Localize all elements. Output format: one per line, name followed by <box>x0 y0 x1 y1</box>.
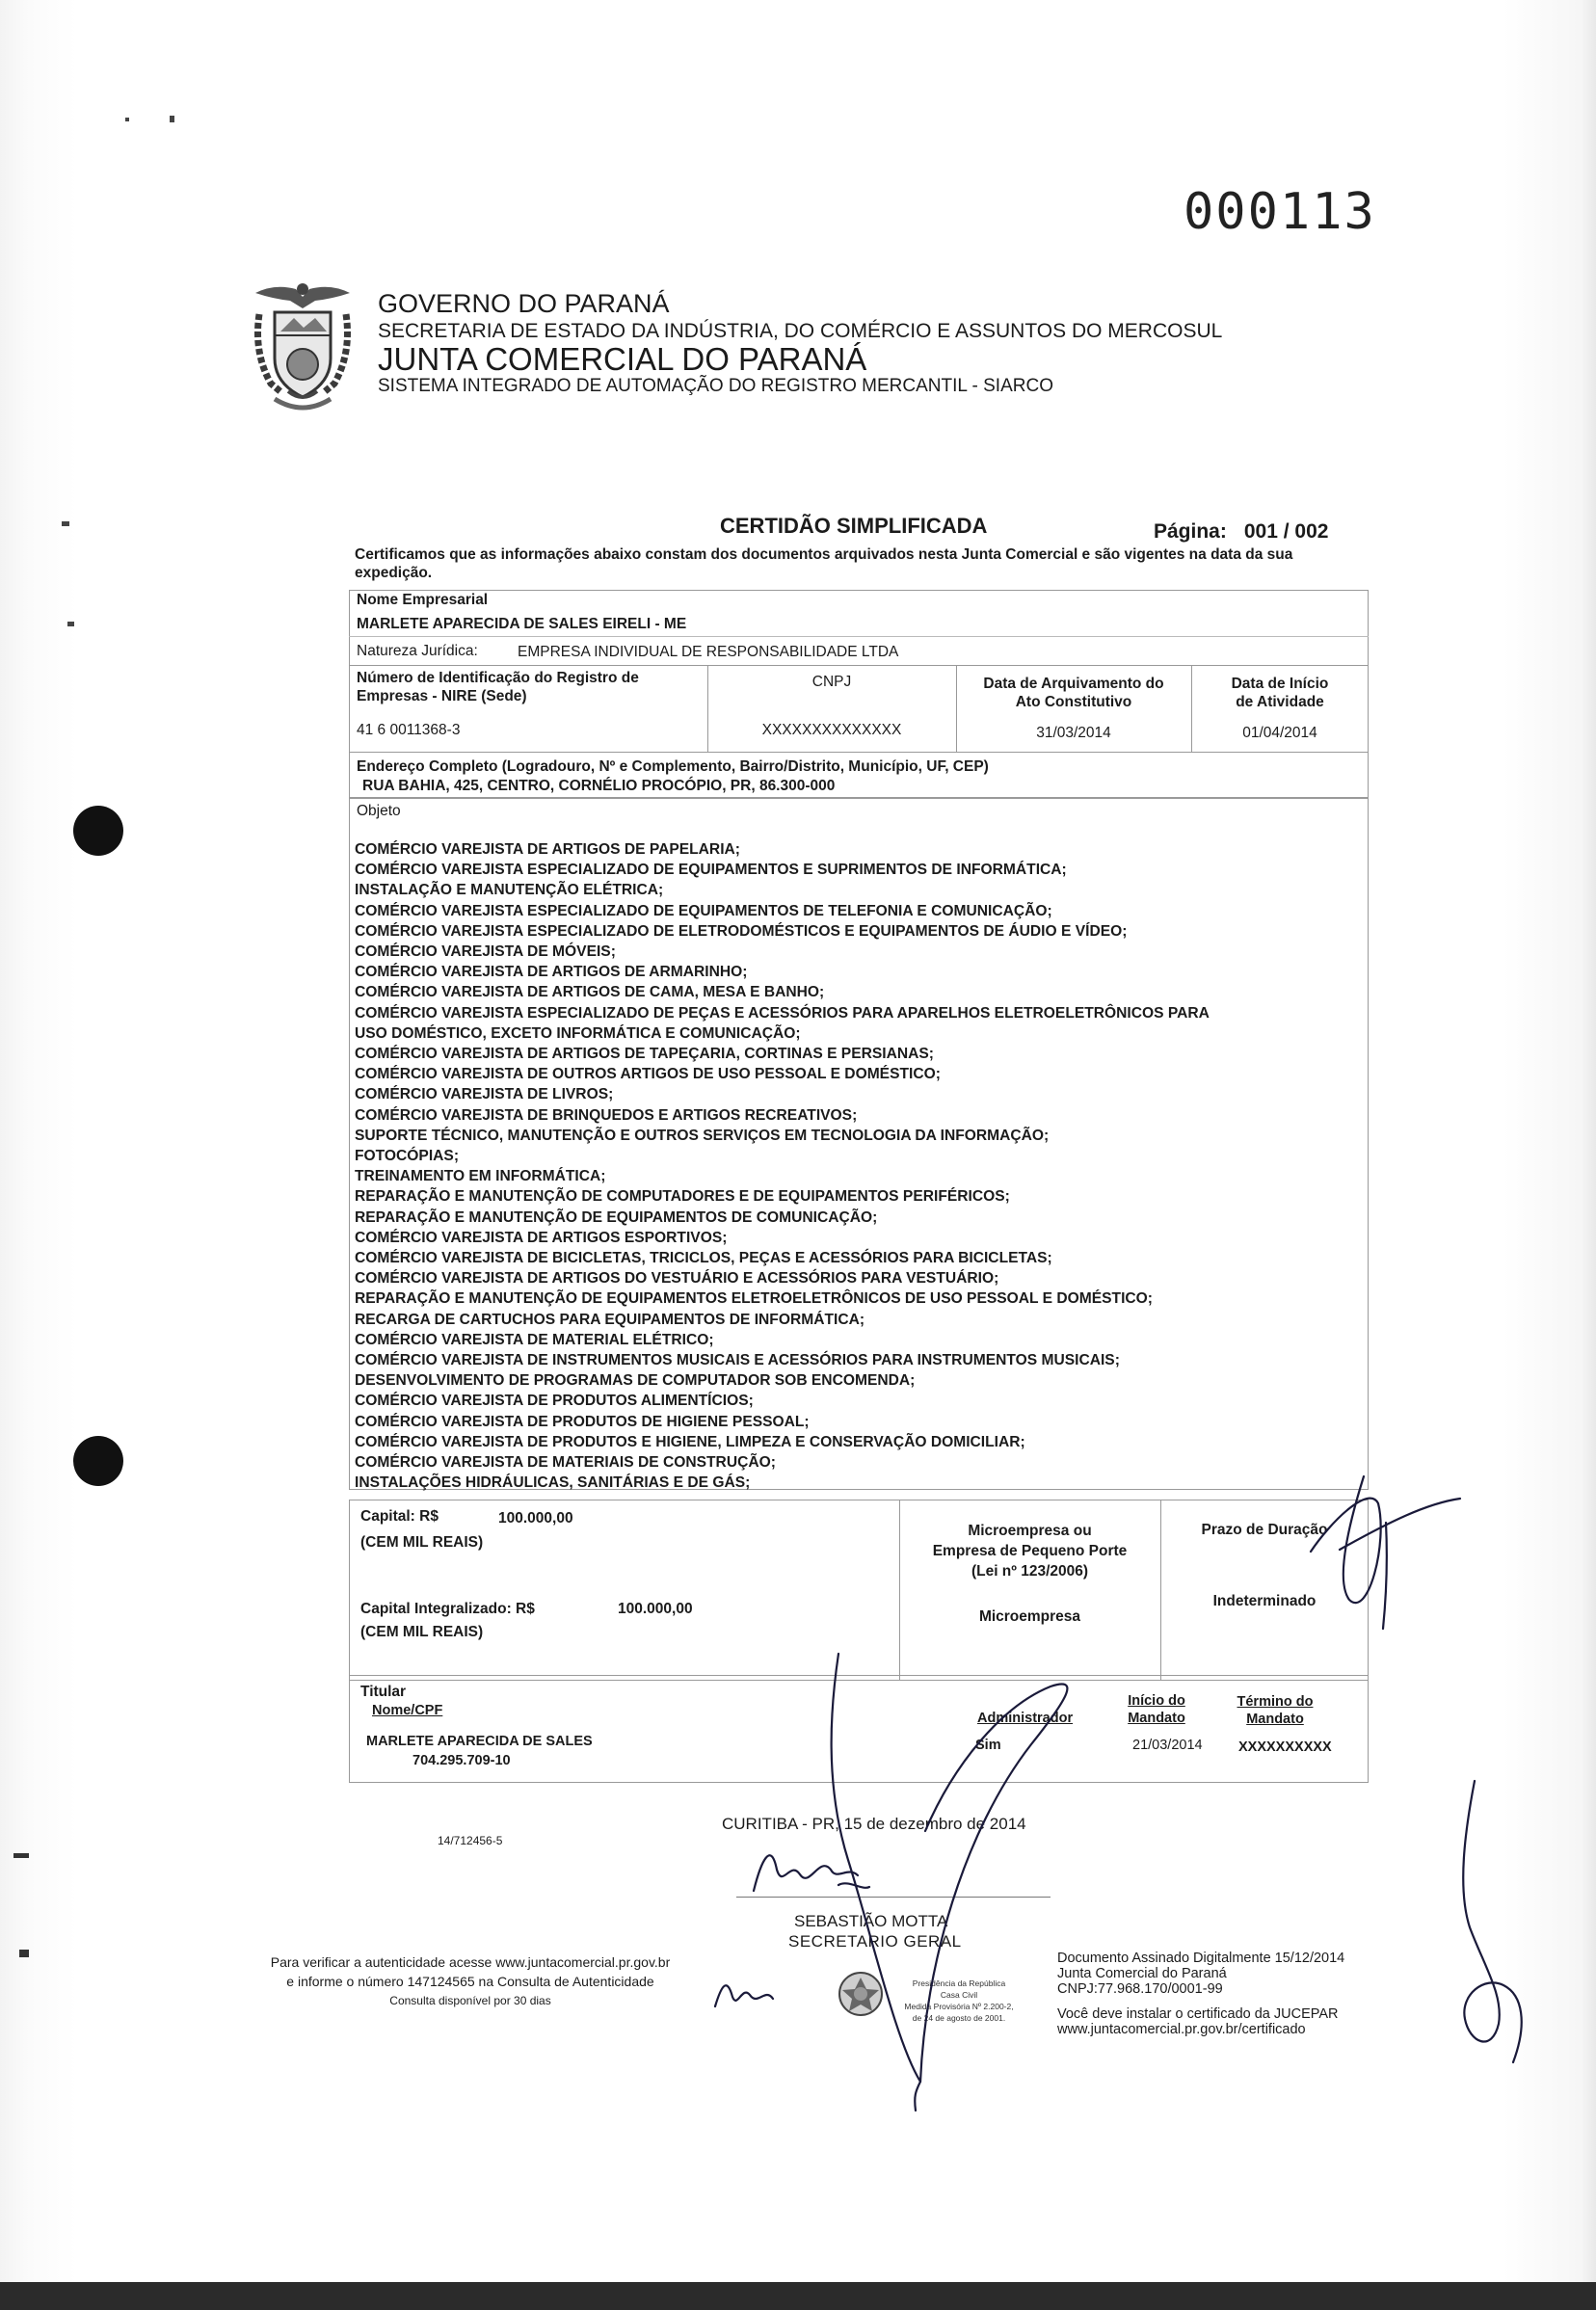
mandate-end-value: XXXXXXXXXX <box>1238 1739 1332 1755</box>
filing-date-label-line: Ato Constitutivo <box>1015 694 1132 710</box>
signer-name: SEBASTIÃO MOTTA <box>794 1912 948 1930</box>
company-size-value: Microempresa <box>978 1608 1081 1625</box>
filing-date-label-line: Data de Arquivamento do <box>983 676 1164 692</box>
legal-nature-label: Natureza Jurídica: <box>357 643 478 659</box>
company-size-label-line: (Lei nº 123/2006) <box>971 1563 1089 1580</box>
paid-in-capital-words: (CEM MIL REAIS) <box>360 1624 484 1640</box>
system-name: SISTEMA INTEGRADO DE AUTOMAÇÃO DO REGISTRO MERCANTIL - SIARCO <box>378 376 1053 396</box>
scan-border <box>0 2282 1596 2310</box>
digital-info-line: CNPJ:77.968.170/0001-99 <box>1057 1981 1223 1997</box>
digital-info-line: www.juntacomercial.pr.gov.br/certificado <box>1057 2022 1306 2037</box>
government-name: GOVERNO DO PARANÁ <box>378 289 670 318</box>
administrator-value: Sim <box>975 1738 1001 1753</box>
owner-sub-label: Nome/CPF <box>372 1703 443 1718</box>
verify-line: Para verificar a autenticidade acesse www.juntacomercial.pr.gov.br <box>270 1954 671 1970</box>
cnpj-value: XXXXXXXXXXXXXX <box>761 722 902 738</box>
verify-line: Consulta disponível por 30 dias <box>389 1994 551 2007</box>
paid-in-capital-label: Capital Integralizado: R$ <box>360 1601 535 1617</box>
business-purpose-list: COMÉRCIO VAREJISTA DE ARTIGOS DE PAPELARIA; COMÉRCIO VAREJISTA ESPECIALIZADO DE EQUIPAMENTOS E SUPRIMENTOS DE INFORMÁTICA; INSTALAÇÃO E MANUTENÇÃO ELÉTRICA; COMÉRCIO VAREJISTA ESPECIALIZADO DE EQUIPAMENTOS DE TELEFONIA E COMUNICAÇÃO; COMÉRCIO VAREJISTA ESPECIALIZADO DE ELETRODOMÉSTICOS E EQUIPAMENTOS DE ÁUDIO E VÍDEO; COMÉRCIO VAREJISTA DE MÓVEIS; COMÉRCIO VAREJISTA DE ARTIGOS DE ARMARINHO; COMÉRCIO VAREJISTA DE ARTIGOS DE CAMA, MESA E BANHO; COMÉRCIO VAREJISTA ESPECIALIZADO DE PEÇAS E ACESSÓRIOS PARA APARELHOS ELETROELETRÔNICOS PARA USO DOMÉSTICO, EXCETO INFORMÁTICA E COMUNICAÇÃO; COMÉRCIO VAREJISTA DE ARTIGOS DE TAPEÇARIA, CORTINAS E PERSIANAS; COMÉRCIO VAREJISTA DE OUTROS ARTIGOS DE USO PESSOAL E DOMÉSTICO; COMÉRCIO VAREJISTA DE LIVROS; COMÉRCIO VAREJISTA DE BRINQUEDOS E ARTIGOS RECREATIVOS; SUPORTE TÉCNICO, MANUTENÇÃO E OUTROS SERVIÇOS EM TECNOLOGIA DA INFORMAÇÃO; FOTOCÓPIAS; TREINAMENTO EM INFORMÁTICA; REPARAÇÃO E MANUTENÇÃO DE COMPUTADORES E DE EQUIPAMENTOS PERIFÉRICOS; REPARAÇÃO E MANUTENÇÃO DE EQUIPAMENTOS DE COMUNICAÇÃO; COMÉRCIO VAREJISTA DE ARTIGOS ESPORTIVOS; COMÉRCIO VAREJISTA DE BICICLETAS, TRICICLOS, PEÇAS E ACESSÓRIOS PARA BICICLETAS; COMÉRCIO VAREJISTA DE ARTIGOS DO VESTUÁRIO E ACESSÓRIOS PARA VESTUÁRIO; REPARAÇÃO E MANUTENÇÃO DE EQUIPAMENTOS ELETROELETRÔNICOS DE USO PESSOAL E DOMÉSTICO; RECARGA DE CARTUCHOS PARA EQUIPAMENTOS DE INFORMÁTICA; COMÉRCIO VAREJISTA DE MATERIAL ELÉTRICO; COMÉRCIO VAREJISTA DE INSTRUMENTOS MUSICAIS E ACESSÓRIOS PARA INSTRUMENTOS MUSICAIS; DESENVOLVIMENTO DE PROGRAMAS DE COMPUTADOR SOB ENCOMENDA; COMÉRCIO VAREJISTA DE PRODUTOS ALIMENTÍCIOS; COMÉRCIO VAREJISTA DE PRODUTOS DE HIGIENE PESSOAL; COMÉRCIO VAREJISTA DE PRODUTOS E HIGIENE, LIMPEZA E CONSERVAÇÃO DOMICILIAR; COMÉRCIO VAREJISTA DE MATERIAIS DE CONSTRUÇÃO; INSTALAÇÕES HIDRÁULICAS, SANITÁRIAS E DE GÁS; <box>355 841 1210 1492</box>
activity-start-label-line: Data de Início <box>1231 676 1329 692</box>
legal-nature: EMPRESA INDIVIDUAL DE RESPONSABILIDADE LTDA <box>518 644 899 660</box>
capital-words: (CEM MIL REAIS) <box>360 1534 484 1551</box>
activity-start-date: 01/04/2014 <box>1242 725 1317 741</box>
digital-info-line: Junta Comercial do Paraná <box>1057 1966 1227 1981</box>
certificate-title: CERTIDÃO SIMPLIFICADA <box>720 514 988 538</box>
capital-label: Capital: R$ <box>360 1508 439 1525</box>
owner-cpf: 704.295.709-10 <box>412 1753 511 1768</box>
nire-label-line: Empresas - NIRE (Sede) <box>357 688 527 704</box>
certificate-intro: Certificamos que as informações abaixo constam dos documentos arquivados nesta Junta Comercial e são vigentes na data da sua expedição. <box>355 546 1293 581</box>
mandate-start-label-line: Início do <box>1128 1693 1185 1709</box>
digital-info-line: Você deve instalar o certificado da JUCEPAR <box>1057 2006 1339 2022</box>
seal-caption-line: Casa Civil <box>940 1990 978 2000</box>
secretariat-name: SECRETARIA DE ESTADO DA INDÚSTRIA, DO COMÉRCIO E ASSUNTOS DO MERCOSUL <box>378 320 1223 342</box>
owner-label: Titular <box>360 1684 407 1700</box>
nire-value: 41 6 0011368-3 <box>357 722 461 738</box>
seal-caption-line: de 24 de agosto de 2001. <box>912 2013 1006 2023</box>
business-purpose-label: Objeto <box>357 803 401 819</box>
protocol-number: 14/712456-5 <box>438 1834 503 1847</box>
company-name-label: Nome Empresarial <box>357 592 489 608</box>
nire-label-line: Número de Identificação do Registro de <box>357 670 639 686</box>
document-number: 000113 <box>1184 183 1376 241</box>
verify-line: e informe o número 147124565 na Consulta de Autenticidade <box>286 1974 654 1989</box>
mandate-start-label-line: Mandato <box>1128 1711 1185 1726</box>
page-label: Página: <box>1154 520 1227 543</box>
page-value: 001 / 002 <box>1243 520 1329 543</box>
cnpj-label: CNPJ <box>811 674 852 690</box>
signer-title: SECRETARIO GERAL <box>788 1932 962 1951</box>
address-label: Endereço Completo (Logradouro, Nº e Complemento, Bairro/Distrito, Município, UF, CEP) <box>357 758 989 775</box>
company-name: MARLETE APARECIDA DE SALES EIRELI - ME <box>357 616 687 632</box>
mandate-end-label-line: Término do <box>1237 1694 1314 1710</box>
paid-in-capital-value: 100.000,00 <box>618 1601 693 1617</box>
digital-info-line: Documento Assinado Digitalmente 15/12/2014 <box>1057 1951 1345 1966</box>
mandate-start-value: 21/03/2014 <box>1132 1738 1203 1753</box>
place-date: CURITIBA - PR, 15 de dezembro de 2014 <box>722 1815 1026 1833</box>
seal-caption-line: Presidência da República <box>912 1978 1006 1988</box>
owner-name: MARLETE APARECIDA DE SALES <box>366 1734 593 1749</box>
seal-caption-line: Medida Provisória Nº 2.200-2, <box>904 2002 1014 2011</box>
duration-value: Indeterminado <box>1212 1593 1317 1609</box>
duration-label: Prazo de Duração <box>1201 1522 1328 1538</box>
address-value: RUA BAHIA, 425, CENTRO, CORNÉLIO PROCÓPIO, PR, 86.300-000 <box>362 778 836 794</box>
company-size-label-line: Empresa de Pequeno Porte <box>932 1543 1128 1559</box>
activity-start-label-line: de Atividade <box>1236 694 1324 710</box>
junta-comercial-name: JUNTA COMERCIAL DO PARANÁ <box>378 341 867 377</box>
administrator-label: Administrador <box>977 1711 1074 1726</box>
capital-value: 100.000,00 <box>498 1510 573 1527</box>
company-size-label-line: Microempresa ou <box>968 1523 1092 1539</box>
filing-date: 31/03/2014 <box>1036 725 1111 741</box>
mandate-end-label-line: Mandato <box>1246 1712 1304 1727</box>
